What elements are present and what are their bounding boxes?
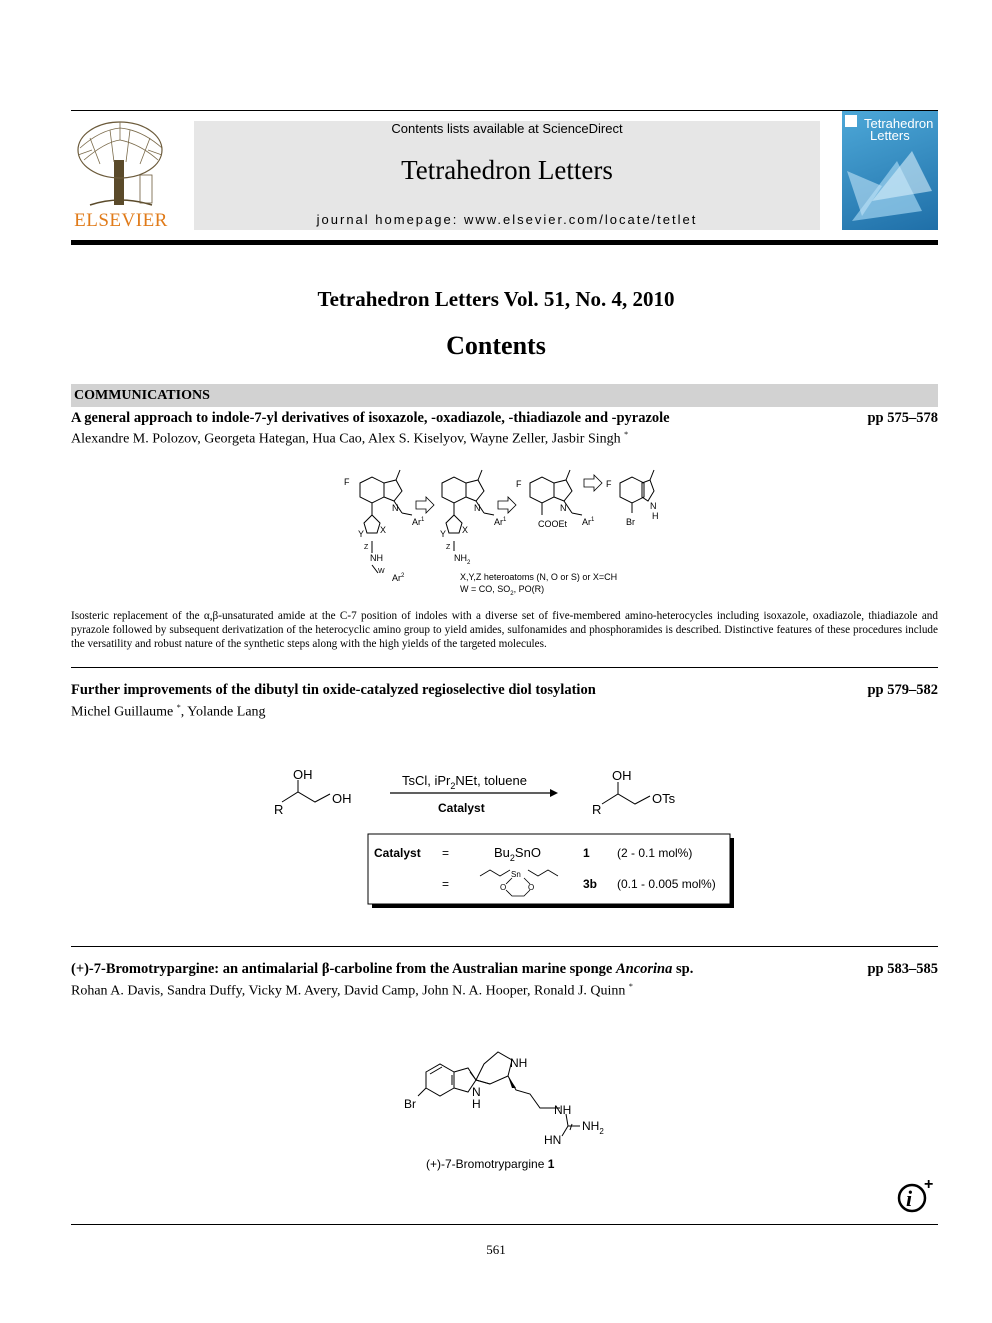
- catalyst-1-number: 1: [583, 846, 590, 860]
- stannylene-o-right: O: [528, 883, 535, 892]
- journal-homepage: journal homepage: www.elsevier.com/locate/tetlet: [316, 212, 698, 227]
- cover-title-line2: Letters: [870, 128, 910, 143]
- scheme-label-nh: NH: [370, 553, 383, 563]
- stannylene-o-left: O: [500, 883, 507, 892]
- article-3-title-end: sp.: [672, 961, 694, 977]
- product-r: R: [592, 802, 602, 817]
- article-2-graphical-abstract: [260, 760, 750, 915]
- scheme-label-ar3: Ar$^1$: [494, 517, 507, 527]
- scheme-label-n: N: [392, 503, 399, 513]
- diol-structure: [282, 780, 330, 802]
- tosylate-structure: [602, 782, 650, 804]
- product-ots: OTs: [652, 791, 676, 806]
- footer-rule: [71, 1224, 938, 1225]
- catalyst-3b-loading: (0.1 - 0.005 mol%): [617, 877, 716, 891]
- scheme-label-n4: N: [650, 501, 657, 511]
- scheme-note-1: X,Y,Z heteroatoms (N, O or S) or X=CH: [460, 572, 618, 582]
- article-3-title[interactable]: [71, 961, 693, 978]
- info-plus-mark: +: [924, 1176, 934, 1193]
- article-1-author-list: Alexandre M. Polozov, Georgeta Hategan, Hua Cao, Alex S. Kiselyov, Wayne Zeller, Jasbir Singh: [71, 431, 621, 447]
- corresponding-author-mark: *: [176, 703, 181, 712]
- scheme-label-br: Br: [626, 517, 635, 527]
- scheme-label-n2: N: [474, 503, 481, 513]
- catalyst-bu2sno: $Bu_2SnO$: [494, 845, 541, 863]
- compound-caption: (+)-7-Bromotrypargine 1: [426, 1157, 555, 1171]
- catalyst-box: [368, 834, 730, 904]
- stereocenter-wedge-icon: [508, 1076, 516, 1088]
- elsevier-logo: [70, 120, 172, 232]
- article-2-title[interactable]: Further improvements of the dibutyl tin oxide-catalyzed regioselective diol tosylation: [71, 682, 596, 698]
- diol-oh-end: OH: [332, 791, 352, 806]
- scheme-label-h: H: [652, 511, 659, 521]
- diol-oh-top: OH: [293, 767, 313, 782]
- scheme-label-ar: Ar$^1$: [412, 517, 425, 527]
- scheme-label-x2: X: [462, 525, 469, 535]
- scheme-label-w: W: [378, 568, 385, 575]
- header-bottom-rule: [71, 240, 938, 245]
- catalyst-eq-2: =: [442, 877, 450, 891]
- product-oh: OH: [612, 768, 632, 783]
- scheme-label-f2: F: [516, 479, 522, 489]
- contents-heading: Contents: [446, 331, 546, 360]
- reaction-arrow-head-icon: [550, 789, 558, 797]
- supplementary-info-icon[interactable]: [896, 1176, 940, 1214]
- retro-arrow-3-icon: [584, 475, 602, 491]
- article-3-author-list: Rohan A. Davis, Sandra Duffy, Vicky M. Avery, David Camp, John N. A. Hooper, Ronald J. Quinn: [71, 983, 626, 999]
- availability-line: Contents lists available at ScienceDirect: [391, 121, 623, 136]
- article-divider-1: [71, 667, 938, 668]
- indole-structure-2: [442, 470, 494, 551]
- article-divider-2: [71, 946, 938, 947]
- scheme-label-z: Z: [364, 544, 369, 551]
- article-1-abstract: Isosteric replacement of the α,β-unsaturated amide at the C-7 position of indoles with a diverse set of five-membered amino-heterocycles including isoxazole, oxadiazole, thiadiazole and pyrazole followed by subsequent derivatization of the heterocyclic amino group to yield amides, sulfonamides and phosphoramides is described. Distinctive features of these procedures include the versatility and robust nature of the synthetic steps along with the high yields of the targeted molecules.: [71, 610, 938, 650]
- scheme-label-f3: F: [606, 479, 612, 489]
- scheme-label-y2: Y: [440, 529, 447, 539]
- guanidine-nh: NH: [554, 1103, 572, 1117]
- article-3-graphical-abstract: [390, 1040, 620, 1175]
- article-3-title-genus: Ancorina: [615, 961, 673, 977]
- retro-arrow-2-icon: [498, 497, 516, 513]
- catalyst-1-loading: (2 - 0.1 mol%): [617, 846, 693, 860]
- indole-structure-3: [530, 470, 582, 515]
- info-circle-icon: [896, 1180, 940, 1214]
- stannylene-sn: Sn: [511, 870, 521, 879]
- page-number: 561: [486, 1242, 506, 1257]
- cover-title-line1: Tetrahedron: [864, 116, 934, 131]
- issue-title: Tetrahedron Letters Vol. 51, No. 4, 2010: [317, 287, 675, 311]
- article-3-authors: [71, 982, 633, 1000]
- corresponding-author-mark: *: [624, 430, 629, 439]
- indole-structure-4: [620, 470, 654, 513]
- article-2-authors: [71, 703, 266, 721]
- cover-art-icon: [842, 141, 938, 230]
- article-2-author-1: Michel Guillaume: [71, 704, 174, 720]
- indole-structure-1: [360, 470, 412, 573]
- scheme-note-2: W = CO, $SO_2$, PO(R): [460, 584, 545, 597]
- article-3-pages: pp 583–585: [867, 961, 938, 977]
- catalyst-eq-1: =: [442, 846, 450, 860]
- scheme-label-ar4: Ar$^1$: [582, 517, 595, 527]
- scheme-label-nh2: $NH_2$: [454, 553, 471, 566]
- journal-title: Tetrahedron Letters: [401, 155, 613, 185]
- article-1-graphical-abstract: [330, 465, 659, 600]
- bromo-label: Br: [404, 1097, 416, 1111]
- article-3-title-main: (+)-7-Bromotrypargine: an antimalarial β-carboline from the Australian marine sponge: [71, 961, 616, 977]
- reaction-reagents: TsCl, iPr$_2$NEt, toluene: [402, 773, 527, 791]
- article-2-author-2: , Yolande Lang: [180, 704, 266, 720]
- article-1-pages: pp 575–578: [867, 410, 938, 426]
- publisher-name: ELSEVIER: [74, 210, 168, 231]
- scheme-label-f: F: [344, 477, 350, 487]
- article-2-pages: pp 579–582: [867, 682, 938, 698]
- svg-text:i: i: [906, 1186, 913, 1211]
- diol-r: R: [274, 802, 284, 817]
- scheme-label-ar2: Ar$^2$: [392, 573, 405, 583]
- ring-nh: NH: [510, 1056, 528, 1070]
- catalyst-table-label: Catalyst: [374, 846, 421, 860]
- reaction-catalyst: Catalyst: [438, 801, 485, 815]
- catalyst-3b-number: 3b: [583, 877, 598, 891]
- retro-arrow-1-icon: [416, 497, 434, 513]
- scheme-label-n3: N: [560, 503, 567, 513]
- header-top-rule: [71, 110, 938, 111]
- cover-logo-icon: [845, 115, 857, 127]
- journal-cover: [842, 111, 938, 230]
- section-label: COMMUNICATIONS: [74, 388, 210, 403]
- scheme-label-y: Y: [358, 529, 365, 539]
- indole-n: N: [472, 1085, 481, 1099]
- guanidine-nh2: $NH_2$: [582, 1119, 604, 1136]
- bromotrypargine-structure: [418, 1052, 580, 1136]
- corresponding-author-mark: *: [628, 982, 633, 991]
- guanidine-hn: HN: [544, 1133, 562, 1147]
- article-1-title[interactable]: A general approach to indole-7-yl derivatives of isoxazole, -oxadiazole, -thiadiazole and -pyrazole: [71, 410, 670, 426]
- scheme-label-cooet: COOEt: [538, 519, 568, 529]
- article-1-authors: [71, 430, 628, 448]
- scheme-label-x: X: [380, 525, 387, 535]
- scheme-label-z2: Z: [446, 544, 451, 551]
- indole-h: H: [472, 1097, 481, 1111]
